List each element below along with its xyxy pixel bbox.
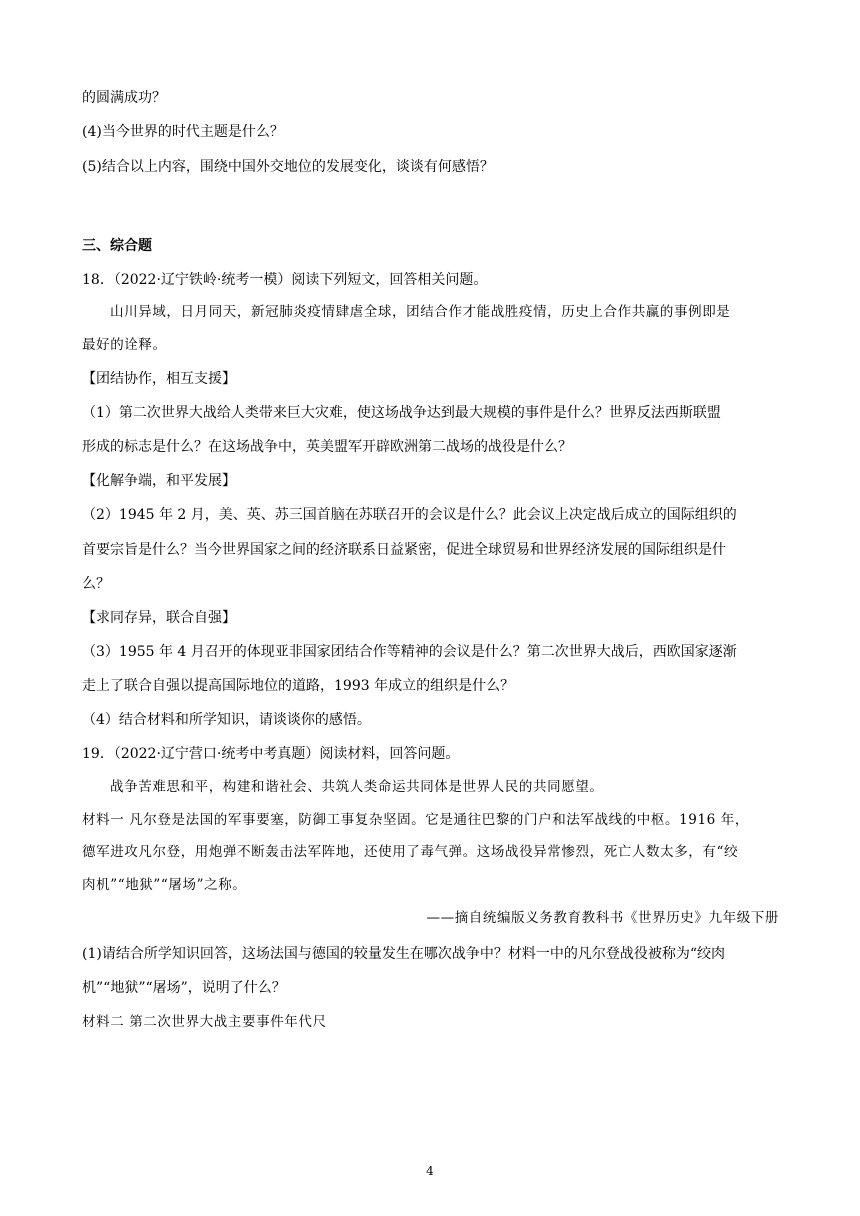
q18-sub1-line-1: （1）第二次世界大战给人类带来巨大灾难，使这场战争达到最大规模的事件是什么？世界反法西斯联盟	[82, 405, 721, 421]
q18-sub3-line-1: （3）1955 年 4 月召开的体现亚非国家团结合作等精神的会议是什么？第二次世界大战后，西欧国家逐渐	[82, 644, 737, 660]
q18-sub1-line-2: 形成的标志是什么？在这场战争中，英美盟军开辟欧洲第二战场的战役是什么？	[82, 439, 572, 455]
q18-heading-1: 【团结协作，相互支援】	[82, 371, 236, 387]
question-continuation-line: 的圆满成功？	[82, 90, 166, 106]
q18-passage-line-2: 最好的诠释。	[82, 337, 167, 353]
q19-material-1-line-2: 德军进攻凡尔登，用炮弹不断轰击法军阵地，还使用了毒气弹。这场战役异常惨烈，死亡人数太多，有“绞	[82, 844, 739, 860]
q18-sub2-line-2: 首要宗旨是什么？当今世界国家之间的经济联系日益紧密，促进全球贸易和世界经济发展的国际组织是什	[82, 542, 726, 558]
q19-stem: 19．（2022·辽宁营口·统考中考真题）阅读材料，回答问题。	[82, 746, 460, 762]
q18-stem: 18．（2022·辽宁铁岭·统考一模）阅读下列短文，回答相关问题。	[82, 272, 488, 288]
q19-material-1-source: ——摘自统编版义务教育教科书《世界历史》九年级下册	[426, 910, 779, 926]
q18-sub2-line-1: （2）1945 年 2 月，美、英、苏三国首脑在苏联召开的会议是什么？此会议上决定战后成立的国际组织的	[82, 507, 737, 523]
q19-material-2: 材料二 第二次世界大战主要事件年代尺	[82, 1014, 327, 1030]
q18-sub3-line-2: 走上了联合自强以提高国际地位的道路，1993 年成立的组织是什么？	[82, 678, 515, 694]
section-heading: 三、综合题	[82, 238, 152, 254]
q18-heading-2: 【化解争端，和平发展】	[82, 473, 236, 489]
sub-question-4: (4)当今世界的时代主题是什么？	[82, 124, 284, 140]
q19-material-1-line-1: 材料一 凡尔登是法国的军事要塞，防御工事复杂坚固。它是通往巴黎的门户和法军战线的中枢。1916 年，	[82, 812, 749, 828]
q18-sub4: （4）结合材料和所学知识，请谈谈你的感悟。	[82, 712, 371, 728]
q19-sub1-line-1: (1)请结合所学知识回答，这场法国与德国的较量发生在哪次战争中？材料一中的凡尔登战役被称为“绞肉	[82, 946, 725, 962]
sub-question-5: (5)结合以上内容，围绕中国外交地位的发展变化，谈谈有何感悟？	[82, 159, 494, 175]
q18-sub2-line-3: 么？	[82, 576, 110, 592]
q18-passage-line-1: 山川异域，日月同天，新冠肺炎疫情肆虐全球，团结合作才能战胜疫情，历史上合作共赢的事例即是	[110, 304, 731, 320]
q19-intro: 战争苦难思和平，构建和谐社会、共筑人类命运共同体是世界人民的共同愿望。	[110, 779, 604, 795]
q19-sub1-line-2: 机”“地狱”“屠场”，说明了什么？	[82, 980, 286, 996]
q18-heading-3: 【求同存异，联合自强】	[82, 610, 236, 626]
q19-material-1-line-3: 肉机”“地狱”“屠场”之称。	[82, 877, 247, 893]
page-number: 4	[426, 1164, 434, 1178]
